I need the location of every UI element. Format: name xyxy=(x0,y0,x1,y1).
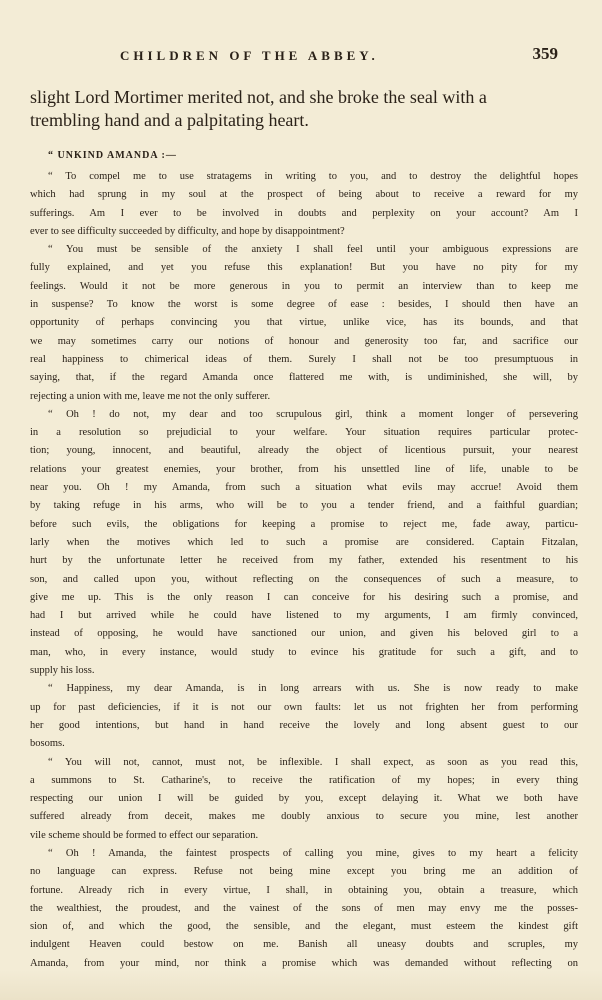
text-line: “ Happiness, my dear Amanda, is in long arrears with us. She is now ready to make xyxy=(48,683,578,695)
text-line: Amanda, from your mind, nor think a promise which was demanded without reflecting on xyxy=(30,957,578,969)
text-line: by taking refuge in his arms, who will be to you a tender friend, and a faithful guardian; xyxy=(30,500,578,512)
page-number: 359 xyxy=(532,44,558,63)
text-line: no language can express. Refuse not being mine except you bring me an addition of xyxy=(30,866,578,878)
text-line: ever to see difficulty succeeded by difficulty, and hope by disappointment? xyxy=(30,225,345,237)
text-line: a summons to St. Catharine's, to receive the ratification of my hopes; in every thing xyxy=(30,774,578,786)
text-line: vile scheme should be formed to effect our separation. xyxy=(30,829,259,841)
text-line: the wealthiest, the proudest, and the vainest of the sons of men may envy me the posses- xyxy=(30,902,578,914)
text-line: respecting our union I will be guided by you, except delaying it. What we both have xyxy=(30,793,578,805)
letter-paragraph xyxy=(30,168,578,241)
text-line: tion; young, innocent, and beautiful, already the object of licentious pursuit, your nearest xyxy=(30,445,578,457)
lead-line: slight Lord Mortimer merited not, and she broke the seal with a xyxy=(30,87,487,107)
text-line: instead of opposing, he would have sanctioned our union, and given his beloved girl to a xyxy=(30,628,578,640)
text-line: son, and called upon you, without reflecting on the consequences of such a measure, to xyxy=(30,573,578,585)
text-line: indulgent Heaven could bestow on me. Banish all uneasy doubts and scruples, my xyxy=(30,939,578,951)
text-line: larly when the motives which led to such a promise are considered. Captain Fitzalan, xyxy=(30,536,578,548)
text-line: in a resolution so prejudicial to your welfare. Your situation requires particular protec- xyxy=(30,427,578,439)
page-bottom-edge xyxy=(0,970,602,1000)
text-line: “ Oh ! Amanda, the faintest prospects of calling you mine, gives to my heart a felicity xyxy=(48,847,578,859)
letter-paragraph xyxy=(30,241,578,406)
text-line: bosoms. xyxy=(30,738,65,750)
letter-paragraph xyxy=(30,754,578,845)
letter-paragraph xyxy=(30,680,578,753)
text-line: hurt by the unfortunate letter he received from my father, extended his resentment to his xyxy=(30,555,578,567)
letter-body xyxy=(30,148,578,973)
text-line: near you. Oh ! my Amanda, from such a situation what evils may accrue! Avoid them xyxy=(30,482,578,494)
running-title: CHILDREN OF THE ABBEY. xyxy=(120,48,379,63)
text-line: real happiness to chimerical ideas of them. Surely I shall not be too presumptuous in xyxy=(30,353,578,365)
text-line: suffered already from deceit, makes me doubly anxious to secure you mine, lest another xyxy=(30,811,578,823)
text-line: opportunity of perhaps convincing you that virtue, unlike vice, has its bounds, and that xyxy=(30,317,578,329)
text-line: sufferings. Am I ever to be involved in doubts and perplexity on your account? Am I xyxy=(30,207,578,219)
text-line: sion of, and which the good, the sensible, and the elegant, must esteem the kindest gift xyxy=(30,921,578,933)
letter-paragraph xyxy=(30,845,578,973)
lead-paragraph xyxy=(30,86,576,132)
text-line: “ Oh ! do not, my dear and too scrupulous girl, think a moment longer of persevering xyxy=(48,408,578,420)
text-line: had I but arrived while he could have listened to my arguments, I am firmly convinced, xyxy=(30,610,578,622)
lead-line: trembling hand and a palpitating heart. xyxy=(30,110,309,130)
text-line: we may sometimes carry our notions of honour and generosity too far, and sacrifice our xyxy=(30,335,578,347)
letter-paragraph xyxy=(30,406,578,680)
letter-salutation: “ UNKIND AMANDA :— xyxy=(48,150,177,161)
text-line: which had sprung in my soul at the prospect of being about to receive a reward for my xyxy=(30,189,578,201)
text-line: “ To compel me to use stratagems in writing to you, and to destroy the delightful hopes xyxy=(48,171,578,182)
text-line: “ You must be sensible of the anxiety I shall feel until your ambiguous expressions are xyxy=(48,244,578,256)
letter-paragraphs xyxy=(30,168,578,973)
text-line: man, who, in every instance, would study to evince his gratitude for such a gift, and to xyxy=(30,646,578,658)
text-line: supply his loss. xyxy=(30,665,95,677)
text-line: saying, that, if the regard Amanda once flattered me with, is undiminished, she will, by xyxy=(30,372,578,384)
text-line: her good intentions, but hand in hand receive the lovely and long absent guest to our xyxy=(30,719,578,731)
text-line: before such evils, the obligations for keeping a promise to reject me, fade away, particu- xyxy=(30,518,578,530)
text-line: rejecting a union with me, leave me not the only sufferer. xyxy=(30,390,271,402)
running-head xyxy=(0,44,602,70)
text-line: “ You will not, cannot, must not, be inflexible. I shall expect, as soon as you read this, xyxy=(48,756,578,768)
text-line: fully explained, and yet you refuse this explanation! But you have no pity for my xyxy=(30,262,578,274)
text-line: relations your greatest enemies, your brother, from his unsettled line of life, unable to be xyxy=(30,463,578,475)
text-line: feelings. Would it not be more generous in you to permit an interview than to keep me xyxy=(30,280,578,292)
text-line: in suspense? To know the worst is some degree of ease : besides, I should then have an xyxy=(30,299,578,311)
text-line: give me up. This is the only reason I can conceive for his desiring such a promise, and xyxy=(30,591,578,603)
text-line: fortune. Already rich in every virtue, I shall, in obtaining you, obtain a treasure, which xyxy=(30,884,578,896)
text-line: up for past deficiencies, if it is not our own faults: let us not frighten her from performing xyxy=(30,701,578,713)
